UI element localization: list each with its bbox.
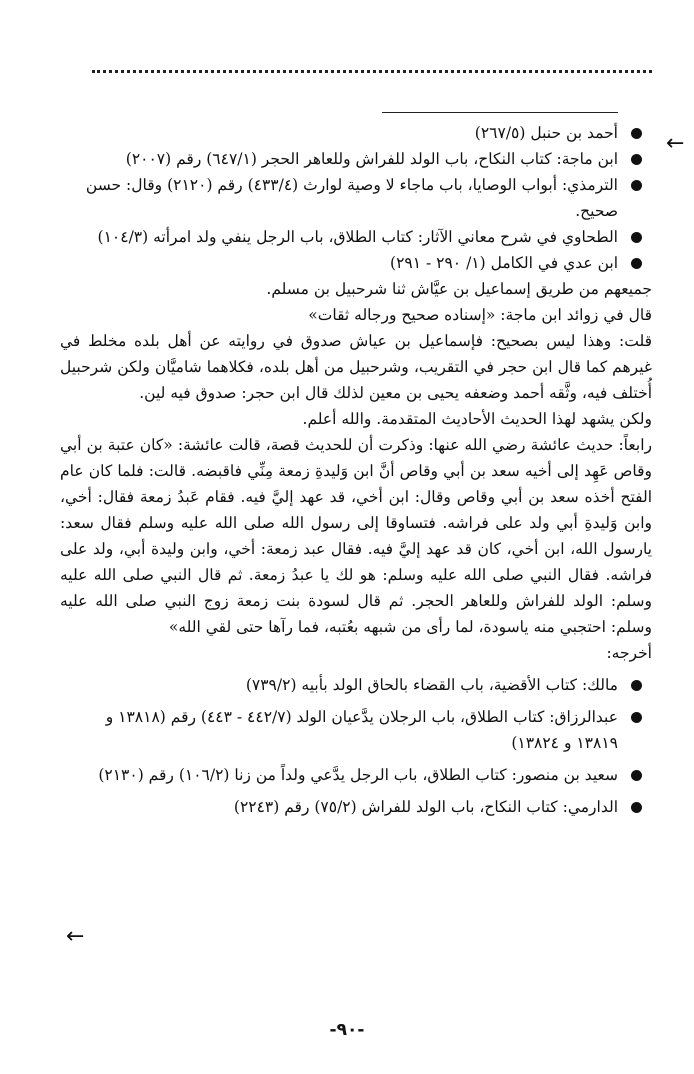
list-item: الطحاوي في شرح معاني الآثار: كتاب الطلاق، باب الرجل ينفي ولد امرأته (١٠٤/٣) bbox=[60, 224, 652, 250]
bullet-icon bbox=[631, 770, 642, 781]
paragraph: جميعهم من طريق إسماعيل بن عيَّاش ثنا شرحبيل بن مسلم. bbox=[266, 280, 652, 298]
left-arrow-icon: ← bbox=[66, 924, 85, 949]
paragraph: قلت: وهذا ليس بصحيح: فإسماعيل بن عياش صدوق في روايته عن أهل بلده مخلط في غيرهم كما قال ابن حجر في التقريب، وشرحبيل من أهل بلده، فكلاهما شاميَّان ولكن شرحبيل أُختلف فيه، وثَّقه أحمد وضعفه يحيى بن معين لذلك قال ابن حجر: صدوق فيه لين. bbox=[60, 332, 652, 402]
page-number: -٩٠- bbox=[329, 1020, 365, 1040]
left-arrow-icon: ← bbox=[666, 131, 685, 156]
bullet-icon bbox=[631, 232, 642, 243]
paragraph: ولكن يشهد لهذا الحديث الأحاديث المتقدمة. والله أعلم. bbox=[302, 410, 652, 428]
bullet-icon bbox=[631, 712, 642, 723]
citation-list-1 bbox=[60, 120, 652, 276]
bullet-icon bbox=[631, 154, 642, 165]
bullet-icon bbox=[631, 128, 642, 139]
bullet-icon bbox=[631, 802, 642, 813]
list-item: الترمذي: أبواب الوصايا، باب ماجاء لا وصية لوارث (٤٣٣/٤) رقم (٢١٢٠) وقال: حسن صحيح. bbox=[60, 172, 652, 224]
list-item: مالك: كتاب الأقضية، باب القضاء بالحاق الولد بأبيه (٧٣٩/٢) bbox=[60, 672, 652, 698]
bullet-icon bbox=[631, 680, 642, 691]
bullet-icon bbox=[631, 258, 642, 269]
list-item: ابن عدي في الكامل (١/ ٢٩٠ - ٢٩١) bbox=[60, 250, 652, 276]
list-item: الدارمي: كتاب النكاح، باب الولد للفراش (٧٥/٢) رقم (٢٢٤٣) bbox=[60, 794, 652, 820]
header-rule bbox=[382, 112, 618, 113]
list-item: أحمد بن حنبل (٢٦٧/٥) bbox=[60, 120, 652, 146]
paragraph: أخرجه: bbox=[606, 644, 652, 662]
bullet-icon bbox=[631, 180, 642, 191]
main-text bbox=[60, 120, 652, 820]
paragraph: قال في زوائد ابن ماجة: «إسناده صحيح ورجاله ثقات» bbox=[308, 306, 652, 324]
paragraph: رابعاً: حديث عائشة رضي الله عنها: وذكرت أن للحديث قصة، قالت عائشة: «كان عتبة بن أبي وقاص عَهِد إلى أخيه سعد بن أبي وقاص أنَّ ابن وَليدةِ زمعة مِنِّي فاقبضه. قالت: فلما كان عام الفتح أخذه سعد بن أبي وقاص وقال: ابن أخي، قد عهد إليَّ فيه. فقام عَبدُ زمعة فقال: أخي، وابن وَليدةِ أبي ولد على فراشه. فتساوقا إلى رسول الله صلى الله عليه وسلم فقال سعد: يارسول الله، ابن أخي، كان قد عهد إليَّ فيه. فقال عبد زمعة: أخي، وابن وليدة أبي، ولد على فراشه. فقال النبي صلى الله عليه وسلم: هو لك يا عبدُ زمعة. ثم قال النبي صلى الله عليه وسلم: الولد للفراش وللعاهر الحجر. ثم قال لسودة بنت زمعة زوج النبي صلى الله عليه وسلم: احتجبي منه ياسودة، لما رأى من شبهه بعُتبه، فما رآها حتى لقي الله» bbox=[60, 436, 652, 636]
list-item: عبدالرزاق: كتاب الطلاق، باب الرجلان يدَّعيان الولد (٤٤٢/٧ - ٤٤٣) رقم (١٣٨١٨ و ١٣٨١٩ و ١٣٨٢٤) bbox=[60, 704, 652, 756]
dotted-divider bbox=[92, 70, 652, 79]
list-item: ابن ماجة: كتاب النكاح، باب الولد للفراش وللعاهر الحجر (٦٤٧/١) رقم (٢٠٠٧) bbox=[60, 146, 652, 172]
citation-list-2 bbox=[60, 672, 652, 820]
list-item: سعيد بن منصور: كتاب الطلاق، باب الرجل يدَّعي ولداً من زنا (١٠٦/٢) رقم (٢١٣٠) bbox=[60, 762, 652, 788]
